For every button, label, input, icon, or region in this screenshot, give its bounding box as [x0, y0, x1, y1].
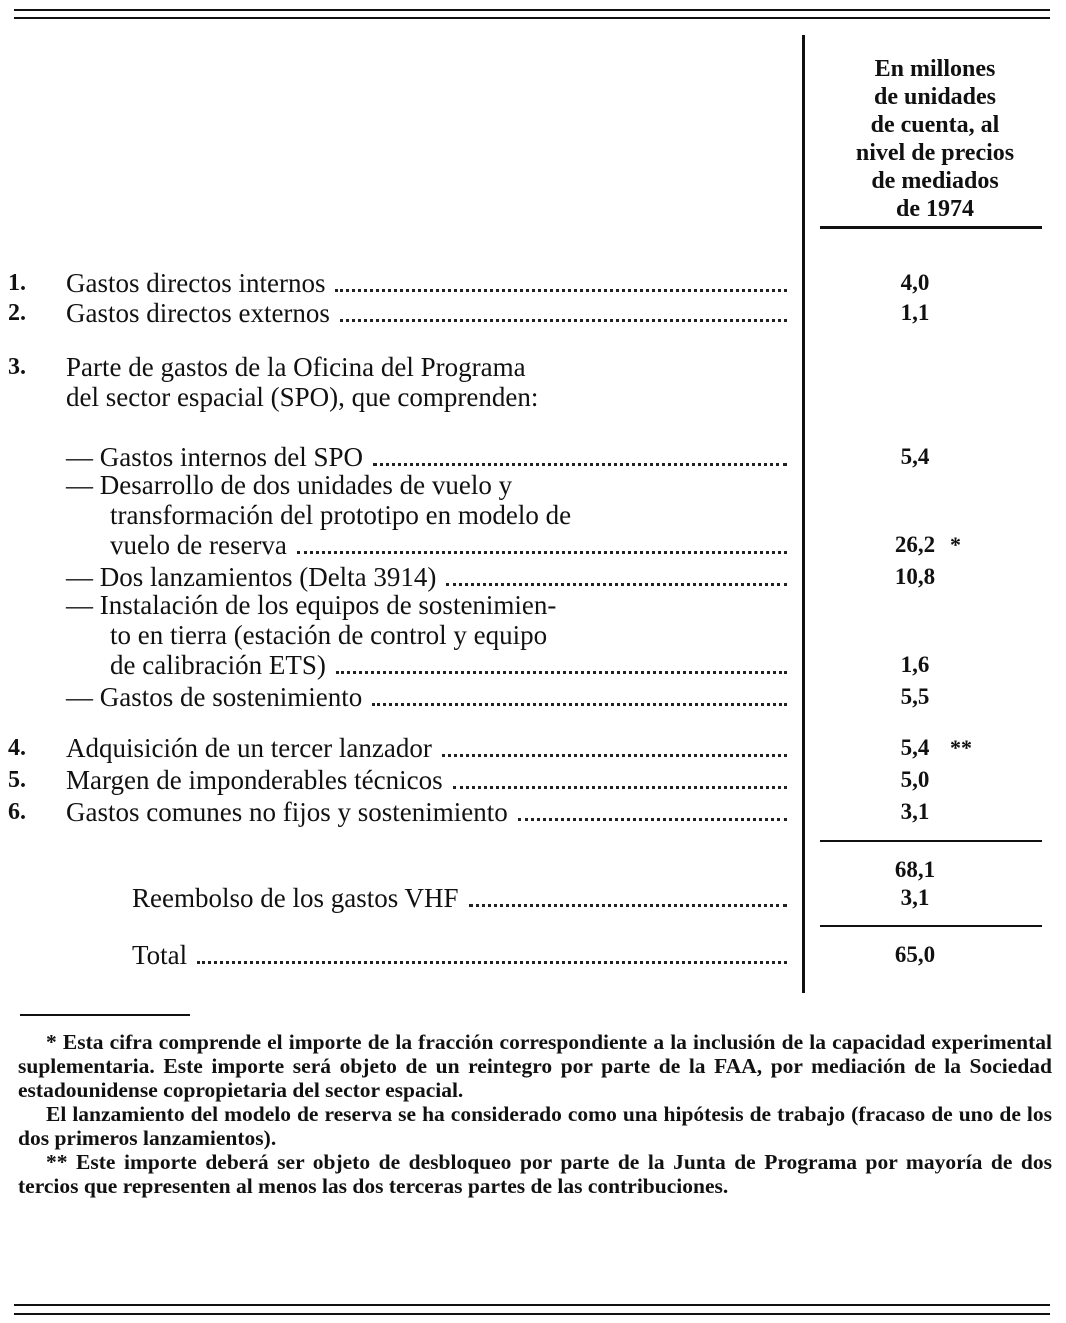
row-value: 5,4 — [900, 444, 930, 469]
leader-dots — [372, 703, 787, 706]
row-label: — Gastos de sostenimiento — [66, 682, 363, 712]
footnotes — [18, 1030, 1052, 1198]
header-rule — [820, 226, 1042, 229]
reembolso-row — [0, 883, 1066, 913]
table-row — [0, 268, 1066, 298]
table-row — [0, 352, 1066, 382]
table-row-cont — [0, 500, 1066, 530]
leader-dots — [340, 319, 787, 322]
row-value: 1,6 — [900, 652, 930, 677]
row-label: Gastos directos internos — [66, 268, 326, 298]
row-value: 3,1 — [900, 885, 930, 910]
row-value: 3,1 — [900, 799, 930, 824]
row-label: del sector espacial (SPO), que comprenden: — [66, 382, 539, 412]
row-label: — Desarrollo de dos unidades de vuelo y — [66, 470, 513, 500]
row-value: 26,2 — [894, 532, 936, 557]
row-label: — Gastos internos del SPO — [66, 442, 363, 472]
table-row-cont — [0, 650, 1066, 680]
header-line: de 1974 — [896, 196, 974, 222]
header-line: En millones — [874, 56, 996, 82]
footnote-marker: * — [950, 532, 961, 557]
row-label: — Dos lanzamientos (Delta 3914) — [66, 562, 437, 592]
subtotal-value: 68,1 — [894, 857, 936, 882]
leader-dots — [335, 289, 787, 292]
row-label: Reembolso de los gastos VHF — [132, 883, 459, 913]
footnote-marker: ** — [950, 735, 972, 760]
table-row — [0, 298, 1066, 328]
total-row — [0, 940, 1066, 970]
header-line: nivel de precios — [855, 140, 1015, 166]
table-row — [0, 590, 1066, 620]
total-label: Total — [132, 940, 188, 970]
leader-dots — [453, 786, 787, 789]
row-value: 5,0 — [900, 767, 930, 792]
leader-dots — [197, 961, 787, 964]
row-label: Gastos directos externos — [66, 298, 330, 328]
table-row — [0, 442, 1066, 472]
row-number: 1. — [8, 270, 26, 296]
row-label: transformación del prototipo en modelo de — [110, 500, 572, 530]
column-header — [820, 55, 1050, 223]
leader-dots — [336, 671, 787, 674]
table-row — [0, 733, 1066, 763]
row-value: 1,1 — [900, 300, 930, 325]
leader-dots — [297, 551, 787, 554]
header-line: de unidades — [873, 84, 997, 110]
header-line: de cuenta, al — [870, 112, 1000, 138]
table-row — [0, 797, 1066, 827]
table-row-cont — [0, 620, 1066, 650]
row-label: Gastos comunes no fijos y sostenimiento — [66, 797, 508, 827]
row-label: Adquisición de un tercer lanzador — [66, 733, 432, 763]
bottom-rule-2 — [14, 1313, 1050, 1315]
row-value: 5,5 — [900, 684, 930, 709]
row-value: 10,8 — [894, 564, 936, 589]
leader-dots — [518, 818, 787, 821]
row-number: 4. — [8, 735, 26, 761]
leader-dots — [373, 463, 787, 466]
header-line: de mediados — [871, 168, 999, 194]
table-row — [0, 470, 1066, 500]
leader-dots — [442, 754, 787, 757]
row-label: Parte de gastos de la Oficina del Programa — [66, 352, 526, 382]
row-label: — Instalación de los equipos de sostenimien- — [66, 590, 557, 620]
leader-dots — [469, 904, 787, 907]
row-value: 5,4 — [900, 735, 930, 760]
top-rule-2 — [14, 17, 1050, 19]
row-value: 4,0 — [900, 270, 930, 295]
footnote: El lanzamiento del modelo de reserva se ha considerado como una hipótesis de trabajo (fracaso de uno de los dos primeros lanzamientos). — [18, 1102, 1052, 1150]
total-value: 65,0 — [894, 942, 936, 967]
row-label: de calibración ETS) — [110, 650, 326, 680]
total-rule — [820, 925, 1042, 927]
row-label: vuelo de reserva — [110, 530, 287, 560]
table-row-cont — [0, 382, 1066, 412]
row-number: 2. — [8, 300, 26, 326]
table-row-cont — [0, 530, 1066, 560]
table-row — [0, 682, 1066, 712]
footnote-rule — [20, 1014, 190, 1016]
bottom-rule — [14, 1304, 1050, 1306]
row-label: to en tierra (estación de control y equipo — [110, 620, 548, 650]
row-number: 5. — [8, 767, 26, 793]
table-row — [0, 765, 1066, 795]
row-label: Margen de imponderables técnicos — [66, 765, 443, 795]
subtotal-rule — [820, 840, 1042, 842]
leader-dots — [446, 583, 787, 586]
table-row — [0, 562, 1066, 592]
footnote: ** Este importe deberá ser objeto de desbloqueo por parte de la Junta de Programa por mayoría de dos tercios que representen al menos las dos terceras partes de las contribuciones. — [18, 1150, 1052, 1198]
footnote: * Esta cifra comprende el importe de la fracción correspondiente a la inclusión de la capacidad experimental suplementaria. Este importe será objeto de un reintegro por parte de la FAA, por mediación de la Sociedad estadounidense copropietaria del sector espacial. — [18, 1030, 1052, 1102]
row-number: 3. — [8, 354, 26, 380]
row-number: 6. — [8, 799, 26, 825]
top-rule — [14, 9, 1050, 11]
subtotal-row — [0, 855, 1066, 885]
